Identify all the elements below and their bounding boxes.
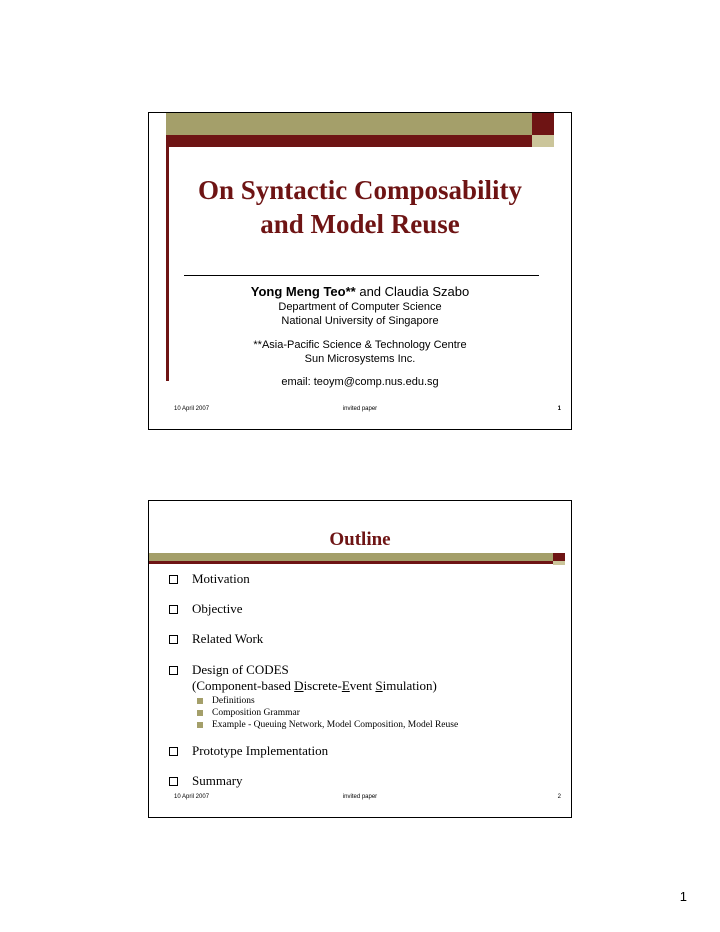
divider-rule (184, 275, 539, 276)
footer-page: 2 (557, 794, 561, 800)
bullet-box-icon (169, 777, 178, 786)
authors (149, 284, 571, 299)
footer-center: invited paper (342, 406, 378, 412)
company: Sun Microsystems Inc. (304, 353, 416, 365)
slide-1 (148, 112, 572, 430)
header-tan-square (532, 135, 554, 147)
header-maroon-square (532, 113, 554, 135)
email: email: teoym@comp.nus.edu.sg (281, 376, 439, 388)
title-line-1: On Syntactic Composability (197, 175, 523, 205)
slide-title: Outline (329, 529, 391, 550)
footer-center: invited paper (342, 794, 378, 800)
footer-date: 10 April 2007 (174, 794, 210, 800)
bullet-box-icon (169, 575, 178, 584)
sub-bullet-icon (197, 698, 203, 704)
slide-2: Outline Motivation Objective Related Work Design of CODES (Component-based Discrete-Event Simulation) Definitions Composition Grammar Example - Queuing Network, Model Composition, Model Reuse Prototype Implementation Summary 10 April 2007 invited paper 2 (148, 500, 572, 818)
sub-bullet-icon (197, 710, 203, 716)
bullet-box-icon (169, 605, 178, 614)
title-maroon-square (553, 553, 565, 561)
author-rest: and Claudia Szabo (355, 284, 470, 299)
author-lead: Yong Meng Teo** (250, 284, 356, 299)
title-tan-square (553, 561, 565, 565)
title-underline (149, 561, 553, 564)
centre: **Asia-Pacific Science & Technology Centre (253, 339, 467, 351)
title-bar (149, 553, 553, 561)
footer-date: 10 April 2007 (174, 406, 210, 412)
sub-bullet-icon (197, 722, 203, 728)
affiliation-1 (149, 300, 571, 328)
header-bar (166, 113, 532, 135)
affiliation-2 (149, 338, 571, 366)
university: National University of Singapore (281, 315, 439, 327)
header-underline (166, 135, 532, 147)
bullet-box-icon (169, 747, 178, 756)
page-number: 1 (679, 889, 687, 904)
slide-title (149, 173, 571, 241)
footer-page: 1 (557, 406, 561, 412)
bullet-box-icon (169, 635, 178, 644)
bullet-box-icon (169, 666, 178, 675)
department: Department of Computer Science (278, 301, 442, 313)
title-line-2: and Model Reuse (260, 209, 460, 239)
